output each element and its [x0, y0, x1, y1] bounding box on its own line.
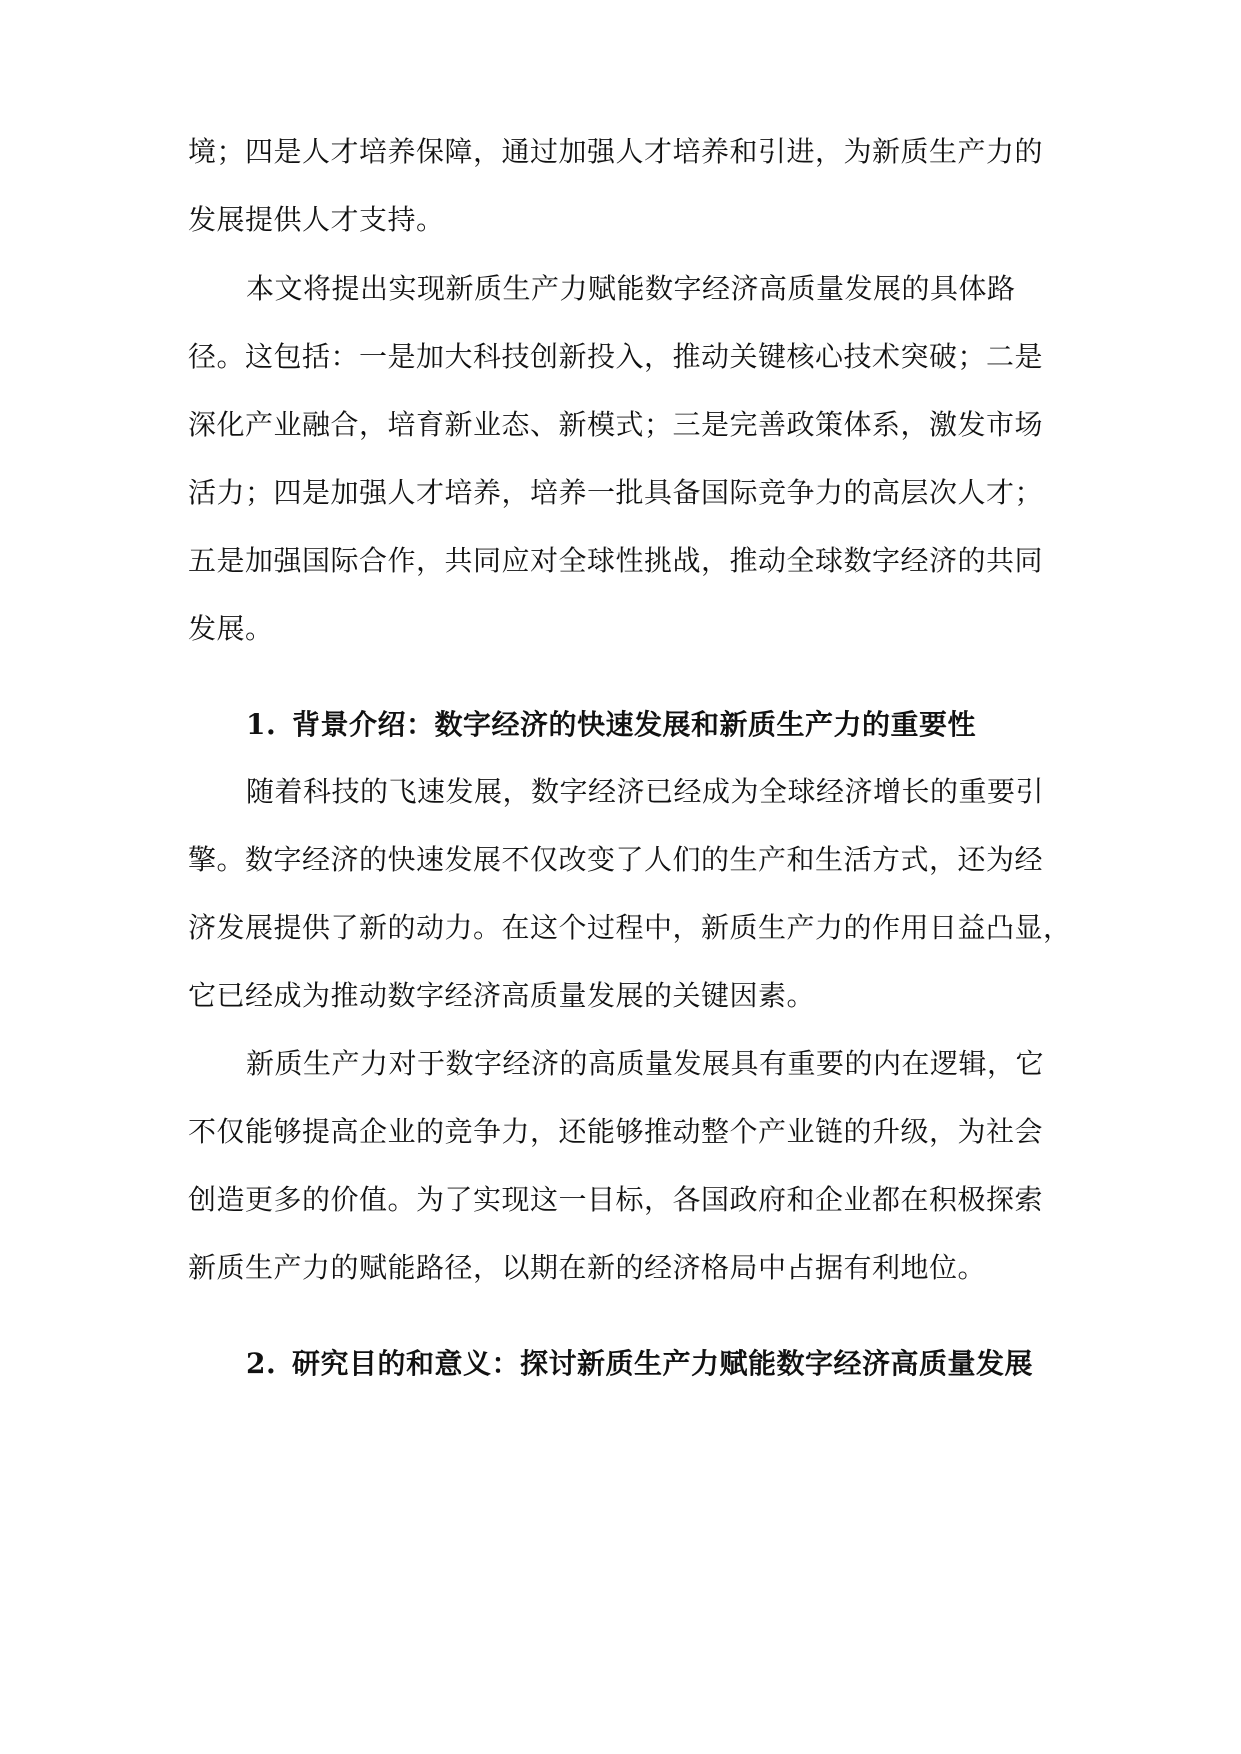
- body-line: 发展提供人才支持。: [188, 203, 445, 236]
- document-page: [188, 0, 1072, 1754]
- section-heading-2: [246, 1346, 1033, 1382]
- paragraph-start: 新质生产力对于数字经济的高质量发展具有重要的内在逻辑，它: [246, 1047, 1045, 1080]
- heading-text: 研究目的和意义：探讨新质生产力赋能数字经济高质量发展: [292, 1347, 1034, 1380]
- body-line: 创造更多的价值。为了实现这一目标，各国政府和企业都在积极探索: [188, 1183, 1044, 1216]
- heading-number: 1.: [246, 708, 277, 741]
- body-line: 济发展提供了新的动力。在这个过程中，新质生产力的作用日益凸显，: [188, 911, 1072, 944]
- body-line: 深化产业融合，培育新业态、新模式；三是完善政策体系，激发市场: [188, 408, 1044, 441]
- body-line: 径。这包括：一是加大科技创新投入，推动关键核心技术突破；二是: [188, 340, 1044, 373]
- heading-number: 2.: [246, 1347, 277, 1380]
- body-line: 发展。: [188, 612, 274, 645]
- paragraph-start: 本文将提出实现新质生产力赋能数字经济高质量发展的具体路: [246, 272, 1016, 305]
- body-line: 五是加强国际合作，共同应对全球性挑战，推动全球数字经济的共同: [188, 544, 1044, 577]
- body-line: 不仅能够提高企业的竞争力，还能够推动整个产业链的升级，为社会: [188, 1115, 1044, 1148]
- body-line: 它已经成为推动数字经济高质量发展的关键因素。: [188, 979, 816, 1012]
- heading-text: 背景介绍：数字经济的快速发展和新质生产力的重要性: [292, 708, 977, 741]
- body-line: 新质生产力的赋能路径，以期在新的经济格局中占据有利地位。: [188, 1251, 987, 1284]
- body-line: 活力；四是加强人才培养，培养一批具备国际竞争力的高层次人才；: [188, 476, 1044, 509]
- paragraph-start: 随着科技的飞速发展，数字经济已经成为全球经济增长的重要引: [246, 775, 1045, 808]
- body-line: 擎。数字经济的快速发展不仅改变了人们的生产和生活方式，还为经: [188, 843, 1044, 876]
- section-heading-1: [246, 707, 976, 743]
- body-line: 境；四是人才培养保障，通过加强人才培养和引进，为新质生产力的: [188, 135, 1044, 168]
